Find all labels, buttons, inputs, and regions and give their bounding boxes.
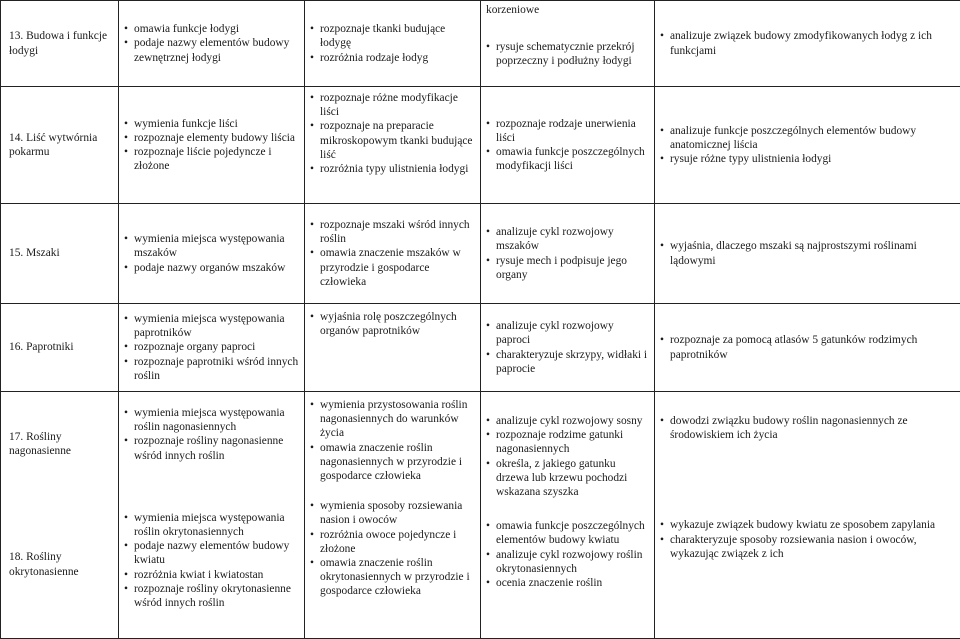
requirement-list [310,398,475,483]
table-row [1,87,960,204]
table-row [1,304,960,392]
requirements-cell [305,87,481,204]
list-item: • analizuje cykl rozwojowy roślin okrytonasiennych [486,548,649,576]
requirement-list [486,414,649,499]
requirements-cell [305,204,481,304]
lesson-number: 13. Budowa i funkcje łodygi [1,1,119,87]
continued-text: korzeniowe [486,3,649,17]
list-item: • rozpoznaje różne modyfikacje liści [310,91,475,119]
list-item: • charakteryzuje skrzypy, widłaki i paprocie [486,348,649,376]
requirements-cell [655,204,960,304]
list-item: • rysuje schematycznie przekrój poprzeczny i podłużny łodygi [486,40,649,68]
list-item: • rozróżnia kwiat i kwiatostan [124,568,299,582]
list-item: • analizuje cykl rozwojowy sosny [486,414,649,428]
requirement-list [124,511,299,610]
requirement-list [124,117,299,174]
requirements-cell [481,87,655,204]
list-item: • rozpoznaje rośliny okrytonasienne wśród innych roślin [124,582,299,610]
requirements-cell [655,1,960,87]
list-item: • omawia znaczenie roślin nagonasiennych w przyrodzie i gospodarce człowieka [310,441,475,484]
requirements-cell [481,392,655,639]
list-item: • rozpoznaje paprotniki wśród innych roślin [124,355,299,383]
requirements-cell [305,1,481,87]
list-item: • ocenia znaczenie roślin [486,576,649,590]
list-item: • rysuje różne typy ulistnienia łodygi [660,152,955,166]
requirement-list [486,519,649,590]
requirement-list [486,40,649,68]
list-item: • wymienia przystosowania roślin nagonasiennych do warunków życia [310,398,475,441]
requirement-list [486,319,649,376]
requirement-list [310,499,475,598]
list-item: • wymienia miejsca występowania paprotników [124,312,299,340]
requirements-cell [119,304,305,392]
list-item: • wymienia miejsca występowania mszaków [124,232,299,260]
list-item: • rozpoznaje mszaki wśród innych roślin [310,218,475,246]
requirement-list [124,22,299,65]
list-item: • omawia funkcje łodygi [124,22,299,36]
lesson-number: 14. Liść wytwórnia pokarmu [1,87,119,204]
requirements-cell [119,392,305,639]
list-item: • charakteryzuje sposoby rozsiewania nasion i owoców, wykazując związek z ich [660,533,955,561]
list-item: • rozróżnia typy ulistnienia łodygi [310,162,475,176]
requirement-list [310,22,475,65]
requirements-cell [305,304,481,392]
list-item: • wymienia miejsca występowania roślin nagonasiennych [124,406,299,434]
table-row [1,1,960,87]
requirement-list [310,310,475,338]
list-item: • rozpoznaje za pomocą atlasów 5 gatunków rodzimych paprotników [660,333,955,361]
requirements-cell [481,204,655,304]
list-item: • analizuje funkcje poszczególnych elementów budowy anatomicznej liścia [660,124,955,152]
requirement-list [660,518,955,561]
lesson-number: 17. Rośliny nagonasienne [9,430,113,458]
list-item: • rysuje mech i podpisuje jego organy [486,254,649,282]
list-item: • dowodzi związku budowy roślin nagonasiennych ze środowiskiem ich życia [660,414,955,442]
list-item: • rozróżnia owoce pojedyncze i złożone [310,528,475,556]
lesson-number-cell [1,392,119,639]
list-item: • rozpoznaje tkanki budujące łodygę [310,22,475,50]
list-item: • omawia znaczenie mszaków w przyrodzie i gospodarce człowieka [310,246,475,289]
list-item: • analizuje związek budowy zmodyfikowanych łodyg z ich funkcjami [660,29,955,57]
lesson-number: 16. Paprotniki [1,304,119,392]
requirements-cell [119,87,305,204]
requirements-cell [481,304,655,392]
list-item: • rozpoznaje liście pojedyncze i złożone [124,145,299,173]
requirement-list [660,124,955,167]
list-item: • rozróżnia rodzaje łodyg [310,51,475,65]
list-item: • podaje nazwy elementów budowy kwiatu [124,539,299,567]
requirements-cell [655,87,960,204]
requirement-list [486,117,649,174]
list-item: • rozpoznaje rośliny nagonasienne wśród innych roślin [124,434,299,462]
list-item: • analizuje cykl rozwojowy paproci [486,319,649,347]
requirement-list [660,239,955,267]
list-item: • wymienia sposoby rozsiewania nasion i owoców [310,499,475,527]
list-item: • wykazuje związek budowy kwiatu ze sposobem zapylania [660,518,955,532]
list-item: • omawia znaczenie roślin okrytonasiennych w przyrodzie i gospodarce człowieka [310,556,475,599]
list-item: • rozpoznaje rodzime gatunki nagonasiennych [486,428,649,456]
requirements-cell [655,304,960,392]
requirement-list [486,225,649,282]
requirement-list [660,29,955,57]
list-item: • rozpoznaje rodzaje unerwienia liści [486,117,649,145]
list-item: • rozpoznaje organy paproci [124,340,299,354]
list-item: • podaje nazwy organów mszaków [124,261,299,275]
requirements-cell [305,392,481,639]
lesson-number: 15. Mszaki [1,204,119,304]
requirement-list [124,406,299,463]
list-item: • analizuje cykl rozwojowy mszaków [486,225,649,253]
requirements-cell [481,1,655,87]
list-item: • omawia funkcje poszczególnych modyfikacji liści [486,145,649,173]
list-item: • rozpoznaje elementy budowy liścia [124,131,299,145]
requirements-cell [119,1,305,87]
requirement-list [124,232,299,275]
list-item: • wyjaśnia, dlaczego mszaki są najprostszymi roślinami lądowymi [660,239,955,267]
list-item: • określa, z jakiego gatunku drzewa lub krzewu pochodzi wskazana szyszka [486,457,649,500]
requirement-list [660,333,955,361]
list-item: • rozpoznaje na preparacie mikroskopowym tkanki budujące liść [310,119,475,162]
table-row [1,392,960,639]
requirements-cell [119,204,305,304]
requirement-list [660,414,955,442]
list-item: • wymienia funkcje liści [124,117,299,131]
lesson-number: 18. Rośliny okrytonasienne [9,550,113,578]
list-item: • wymienia miejsca występowania roślin okrytonasiennych [124,511,299,539]
list-item: • omawia funkcje poszczególnych elementów budowy kwiatu [486,519,649,547]
list-item: • podaje nazwy elementów budowy zewnętrznej łodygi [124,36,299,64]
list-item: • wyjaśnia rolę poszczególnych organów paprotników [310,310,475,338]
requirements-cell [655,392,960,639]
requirement-list [310,218,475,289]
requirement-list [310,91,475,176]
requirement-list [124,312,299,383]
table-row [1,204,960,304]
